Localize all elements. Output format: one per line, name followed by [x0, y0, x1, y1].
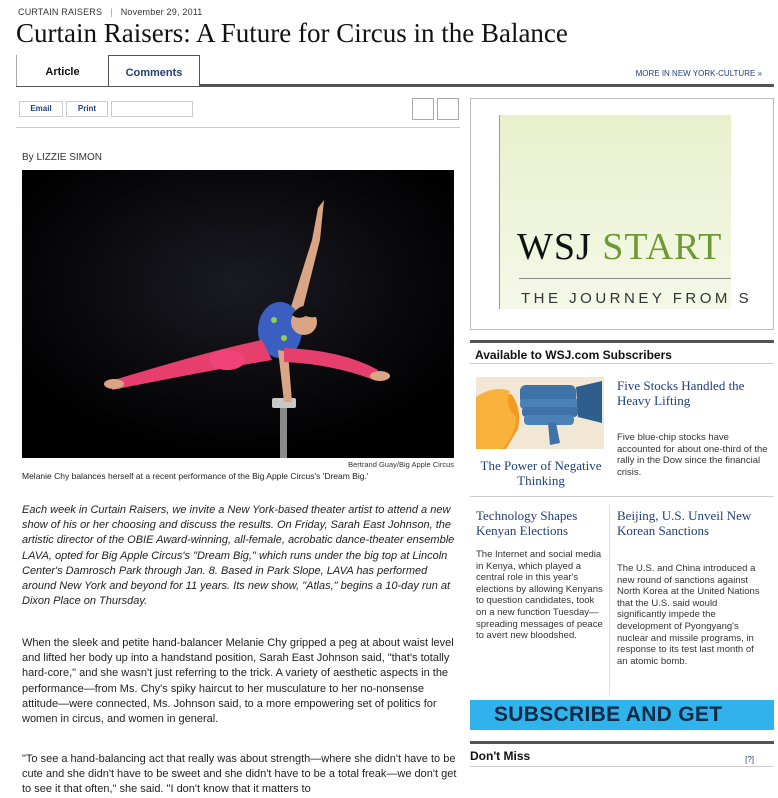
sidebar-divider: [470, 496, 774, 497]
kicker-separator: |: [110, 7, 113, 17]
tab-comments[interactable]: Comments: [108, 55, 200, 86]
story-link-five-stocks[interactable]: Five Stocks Handled the Heavy Lifting: [617, 378, 745, 408]
dont-miss-section: [470, 741, 774, 767]
subscribe-banner-text: SUBSCRIBE AND GET: [494, 703, 723, 726]
ad-headline: [517, 225, 722, 269]
text-smaller-button[interactable]: [412, 98, 434, 120]
article-paragraph: When the sleek and petite hand-balancer Melanie Chy gripped a peg at about waist level and lifted her body up into a handstand position, Sarah East Johnson said, "that's totally hard-core," and she wasn't just referring to the trick. A variety of aesthetic aspects in the performance—from Ms. Chy's spiky haircut to her musculature to her no-nonsense attitude—were connected, Ms. Johnson said, to a more empowering set of politics for women in circus, and women in general.: [22, 637, 454, 726]
story-blurb: The Internet and social media in Kenya, which played a central role in this year's elections by allowing Kenyans to question candidates, took on a new function Tuesday—spreading messages of peace to avert new bloodshed.: [476, 549, 603, 642]
ad-divider: [519, 278, 731, 279]
ad-brand: WSJ: [517, 226, 592, 268]
story-link-power-of-negative-thinking[interactable]: The Power of Negative Thinking: [480, 458, 602, 488]
section-label[interactable]: CURTAIN RAISERS: [18, 7, 103, 17]
article-intro: Each week in Curtain Raisers, we invite a New York-based theater artist to attend a new show of his or her choosing and discuss the results. On Friday, Sarah East Johnson, the artistic director of the OBIE Award-winning, all-female, acrobatic dance-theater ensemble LAVA, opted for Big Apple Circus's "Dream Big," which runs under the big top at Lincoln Center's Damrosch Park through Jan. 8. Based in Park Slope, LAVA has performed around New York and beyond for 11 years. Its new show, "Atlas," begins a 10-day run at Dixon Place on Thursday.: [22, 504, 455, 608]
advertisement[interactable]: [470, 98, 774, 330]
section-kicker: [18, 7, 203, 17]
share-button[interactable]: [111, 101, 193, 117]
story-blurb: Five blue-chip stocks have accounted for about one-third of the rally in the Dow since the financial crisis.: [617, 432, 768, 478]
more-in-section-link[interactable]: MORE IN NEW YORK-CULTURE »: [635, 69, 762, 78]
photo-credit: Bertrand Guay/Big Apple Circus: [348, 460, 454, 469]
subscriber-heading: Available to WSJ.com Subscribers: [470, 340, 774, 364]
photo-caption: Melanie Chy balances herself at a recent performance of the Big Apple Circus's 'Dream Big.': [22, 471, 369, 481]
page-title: Curtain Raisers: A Future for Circus in the Balance: [16, 18, 568, 48]
print-button[interactable]: Print: [66, 101, 108, 117]
article-tabs: [16, 55, 774, 87]
story-link-korean-sanctions[interactable]: Beijing, U.S. Unveil New Korean Sanctions: [617, 508, 752, 538]
story-blurb: The U.S. and China introduced a new round of sanctions against North Korea at the United Nations that the U.S. said would significantly impede the development of Pyongyang's nuclear and missile programs, in response to its test last month of an atomic bomb.: [617, 563, 760, 667]
subscribe-banner[interactable]: [470, 700, 774, 730]
email-button[interactable]: Email: [19, 101, 63, 117]
thumbs-down-illustration-icon[interactable]: [476, 377, 604, 449]
article-paragraph: "To see a hand-balancing act that really was about strength—where she didn't have to be cute and she didn't have to be sweet and she didn't have to be a total freak—we don't get to see it that often," she said. "I don't know that it matters to: [22, 753, 457, 796]
ad-tagline: THE JOURNEY FROM S: [521, 290, 753, 307]
ad-word: START: [602, 226, 723, 268]
article-photo: [22, 170, 454, 458]
byline: By LIZZIE SIMON: [22, 152, 103, 163]
dont-miss-heading: Don't Miss: [470, 749, 531, 763]
story-link-kenyan-elections[interactable]: Technology Shapes Kenyan Elections: [476, 508, 578, 538]
publish-date: November 29, 2011: [120, 7, 203, 17]
article-tools: [16, 98, 460, 128]
text-larger-button[interactable]: [437, 98, 459, 120]
sidebar-column-divider: [609, 505, 610, 695]
ad-background: [499, 115, 731, 309]
circus-performer-illustration: [22, 170, 454, 458]
tab-article[interactable]: Article: [16, 55, 108, 86]
help-link[interactable]: [?]: [745, 755, 754, 764]
